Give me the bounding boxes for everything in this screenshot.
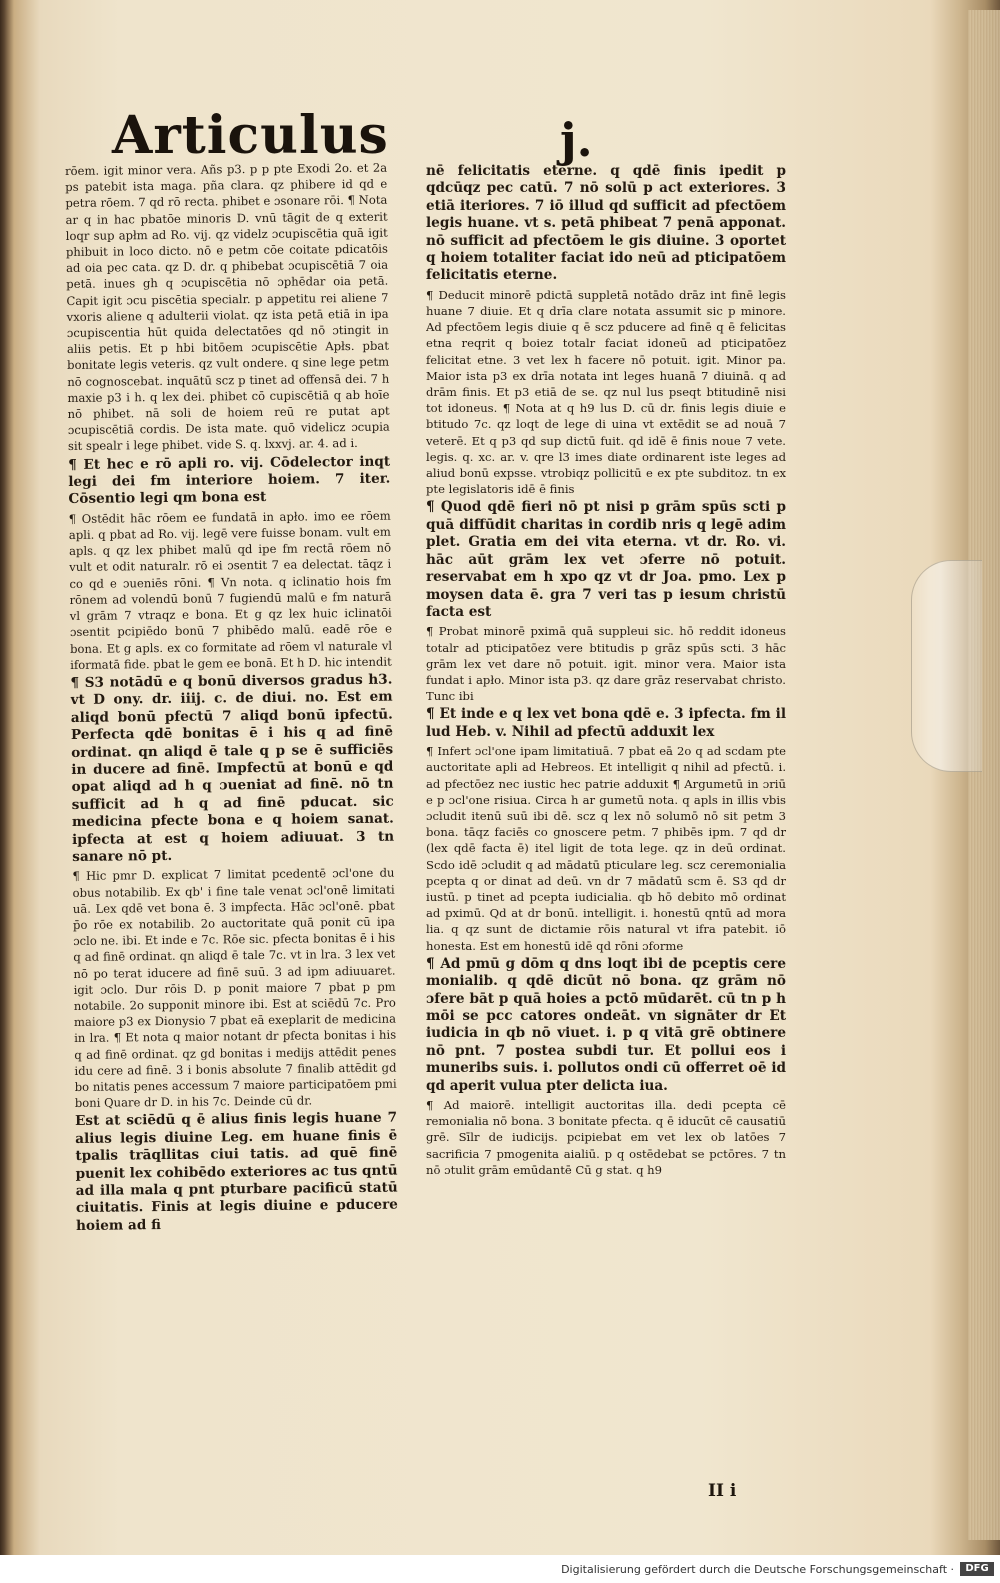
paragraph: ¶ Hic pmr D. explicat 7 limitat pcedentē ɔcl'one du obus notabilib. Ex qb' i fine tale venat ɔcl'onē limitati uā. Lex qdē vet bona ē. 3 impfecta. Hāc ɔcl'onē. pbat p̄o rōe ex notabilib. 2o auctoritate quā ponit cū ipa ɔclo ne. ibi. Et inde e 7c. Rōe sic. pfecta bonitas ē i his q ad finē ordinat. qn aliqd ē tale 7c. vt in lra. 3 lex vet nō po terat iducere ad finē suū. 3 ad ipm adiuuaret. igit ɔclo. Dur rōis D. p ponit maiore 7 pbat p pm notabile. 2o supponit minore ibi. Est at sciēdū 7c. Pro maiore p3 ex Dionysio 7 pbat eā exeplarit de medicina in lra. ¶ Et nota q maior notant dr pfecta bonitas i his q ad finē ordinat. qz gd bonitas i medijs attēdit penes idu cere ad finē. 3 i bonis absolute 7 finalib attēdit gd bo nitatis penes accessum 7 maiore participatōem pmi boni Quare dr D. in his 7c. Deinde cū dr. [72,865,397,1111]
paragraph: ¶ Ad maiorē. intelligit auctoritas illa. dedi pcepta cē remonialia nō bona. 3 bonitate pfecta. q ē iducūt cē causatiū grē. Sīlr de iudicijs. pcipiebat em vet lex ob latōes 7 sacrificia 7 pmogenita aialiū. p q ostēdebat se pctōres. 7 tn nō ɔtulit grām emūdantē Cū g stat. q h9 [426,1098,786,1177]
paragraph: ¶ Probat minorē pximā quā suppleui sic. hō reddit idoneus totalr ad pticipatōez vere btitudis p grāz spūs scti. 3 hāc grām lex vet dare nō potuit. igit. minor vera. Maior ista fundat i apło. Minor ista p3. qz dare grāz reservabat christo. Tunc ibi [426,624,786,704]
dfg-logo: DFG [960,1562,994,1576]
paragraph: ¶ Quod qdē fieri nō pt nisi p grām spūs scti p quā diffūdit charitas in cordib nris q legē adim plet. Gratia em dei vita eterna. vt dr. Ro. vi. hāc aūt grām lex vet ɔferre nō potuit. reservabat em h xpo qz vt dr Joa. pmo. Lex p moysen data ē. gra 7 veri tas p iesum christū facta est [426,499,786,620]
heading-numeral: j. [560,113,593,167]
paragraph: rōem. igit minor vera. Añs p3. p p pte Exodi 2o. et 2a ps patebit ista maga. pña clara. qz phibere id qd e petra rōem. 7 qd rō recta. phibet e ɔsonare rōi. ¶ Nota ar q in hac pbatōe minoris D. vnū tāgit de q exterit loqr sup apłm ad Ro. vij. qz videlz ɔcupiscētia quā igit phibuit in loco dicto. nō e petm cōe coitate pdicatōis ad oia pec cata. qz D. dr. q phibebat ɔcupiscētiā 7 oia petā. inues gh q ɔcupiscētia nō ɔphēdar oia petā. Capit igit ɔcu piscētia specialr. p appetitu rei aliene 7 vxoris aliene q adulterii violat. qz ista petā etiā in ipa ɔcupiscentia hūt quida delectatōes qd nō ɔtingit in aliis petis. Et p hbi bitōem ɔcupiscētie Apłs. pbat bonitate legis veteris. qz vult ondere. q sine lege petm nō cognoscebat. inquātū scz p tinet ad offensā dei. 7 h maxie p3 i h. q lex dei. phibet cō cupiscētiā q ab hoīe nō phibet. nā soli de hoiem reū re putat apt ɔcupiscētiā cordis. De ista mate. quō videlicz ɔcupia sit spealr i lege phibet. vide S. q. lxxvj. ar. 4. ad i. [65,160,390,454]
running-heading: Articulus [112,105,389,166]
footer-bar [0,1555,1000,1583]
signature-mark: II i [708,1481,737,1501]
page-edges [968,10,1000,1540]
paragraph: ¶ Et inde e q lex vet bona qdē e. 3 ipfecta. fm il lud Heb. v. Nihil ad pfectū adduxit lex [426,706,786,740]
left-text-column [65,160,401,1488]
paragraph: nē felicitatis eterne. q qdē finis ipedit p qdcūqz pec catū. 7 nō solū p act exteriores. 3 etiā iteriores. 7 iō illud qd sufficit ad pfectōem legis huane. vt s. petā phibeat 7 penā apponat. nō sufficit ad pfectōem le gis diuine. 3 oportet q hoiem totaliter faciat ido neū ad pticipatōem felicitatis eterne. [426,163,786,284]
right-text-column [426,163,786,1488]
paragraph: ¶ Infert ɔcl'one ipam limitatiuā. 7 pbat eā 2o q ad scdam pte auctoritate apli ad Hebreos. Et intelligit q nihil ad pfectū. i. ad pfectōez nec iustic hec patrie adduxit ¶ Argumetū in ɔriū e p ɔcl'one risiua. Circa h ar gumetū nota. q apls in illis vbis ɔcludit itenū suū ibi dē. scz q lex nō solumō nō sit petm 3 bona. tāqz faciēs co gnoscere petm. 7 phibēs ipm. 7 qd dr (lex qdē facta ē) itel ligit de tota lege. qz in deū ordinat. Scdo idē ɔcludit q ad mādatū pticulare leg. scz ceremonialia pcepta q or dinat ad deū. vn dr 7 mādatū scm ē. S3 qd dr iustū. p tinet ad pcepta iudicialia. qb hō debito mō ordinat ad pximū. Qd at dr bonū. intelligit. i. honestū qntū ad mora lia. q qz sunt de dictamie rōis natural vt ifra patebit. iō honesta. Est em honestū idē qd rōni ɔforme [426,744,786,953]
paragraph: ¶ Deducit minorē pdictā suppletā notādo drāz int finē legis huane 7 diuie. Et q drīa clare notata assumit sic p minore. Ad pfectōem legis diuie q ē scz pducere ad finē q ē felicitas etna reqrit q boiez totalr faciat idoneū ad pticipatōez felicitat etne. 3 vet lex h facere nō potuit. igit. Minor pa. Maior ista p3 ex drīa notata int leges huanā 7 diuinā. q ad drām finis. Et p3 etiā de se. qz nul lus pseqt btitudinē nisi tot idoneus. ¶ Nota at q h9 lus D. cū dr. finis legis diuie e btitudo 7c. qz loqt de lege di uina vt extēdit se ad nouā 7 veterē. Et q p3 qd sup dictū fuit. qd idē ē finis noue 7 vete. legis. q. xc. ar. v. qre l3 imes diate ordinarent iste leges ad aliud bonū expsse. vtrobiqz pollicitū e ex pte subditoz. tn ex pte legislatoris idē ē finis [426,287,786,497]
paragraph: ¶ Ostēdit hāc rōem ee fundatā in apło. imo ee rōem apli. q pbat ad Ro. vij. legē vere fuisse bonam. vult em apls. q qz lex phibet malū qd ipe fm rectā rōem nō vult et odit naturalr. rō ei ɔsentit 7 ea delectat. tāqz i co qd e ɔueniēs rōni. ¶ Vn nota. q iclinatio hois fm rōnem ad volendū bonū 7 fugiendū malū e fm naturā vl grām 7 vtraqz e bona. Et g qz lex huic iclinatōi ɔsentit pcipiēdo bonū 7 phibēdo malū. eadē rōe e bona. Et g apls. ex co formitate ad rōem vl naturale vl iformatā fide. pbat le gem ee bonā. Et h D. hic intendit [68,508,393,672]
paragraph: Est at sciēdū q ē alius finis legis huane 7 alius legis diuine Leg. em huane finis ē tpalis trāqllitas ciui tatis. ad quē finē puenit lex cohibēdo exteriores ac tus qntū ad illa mala q pnt pturbare pacificū statū ciuitatis. Finis at legis diuine e pducere hoiem ad fi [74,1109,399,1234]
paragraph: ¶ Et hec e rō apli ro. vij. Cōdelector inqt legi dei fm interiore hoiem. 7 iter. Cōsentio legi qm bona est [68,453,391,508]
paragraph: ¶ S3 notādū e q bonū diversos gradus h3. vt D ony. dr. iiij. c. de diui. no. Est em aliqd bonū pfectū 7 aliqd bonū ipfectū. Perfecta qdē bonitas ē i his q ad finē ordinat. qn aliqd ē tale q p se ē sufficiēs in ducere ad finē. Impfectū at bonū e qd opat aliqd ad h q ɔueniat ad finē. nō tn sufficit ad h q ad finē pducat. sic medicina pfecte bona e q hoiem sanat. ipfecta at est q hoiem adiuuat. 3 tn sanare nō pt. [70,671,395,865]
bookmark-strip [911,560,982,772]
funding-notice: Digitalisierung gefördert durch die Deutsche Forschungsgemeinschaft · [561,1563,954,1576]
printed-page [60,105,800,1515]
paragraph: ¶ Ad pmū g dōm q dns loqt ibi de pceptis cere monialib. q qdē dicūt nō bona. qz grām nō ɔfere bāt p quā hoies a pctō mūdarēt. cū tn p h mōi se pcc catores ondeāt. vn signāter dr Et iudicia in qb nō viuet. i. p q vitā grē obtinere nō pnt. 7 postea subdi tur. Et pollui eos i muneribs suis. i. pollutos ondi cū offerret oē id qd aperit vulua pter delicta iua. [426,955,786,1094]
